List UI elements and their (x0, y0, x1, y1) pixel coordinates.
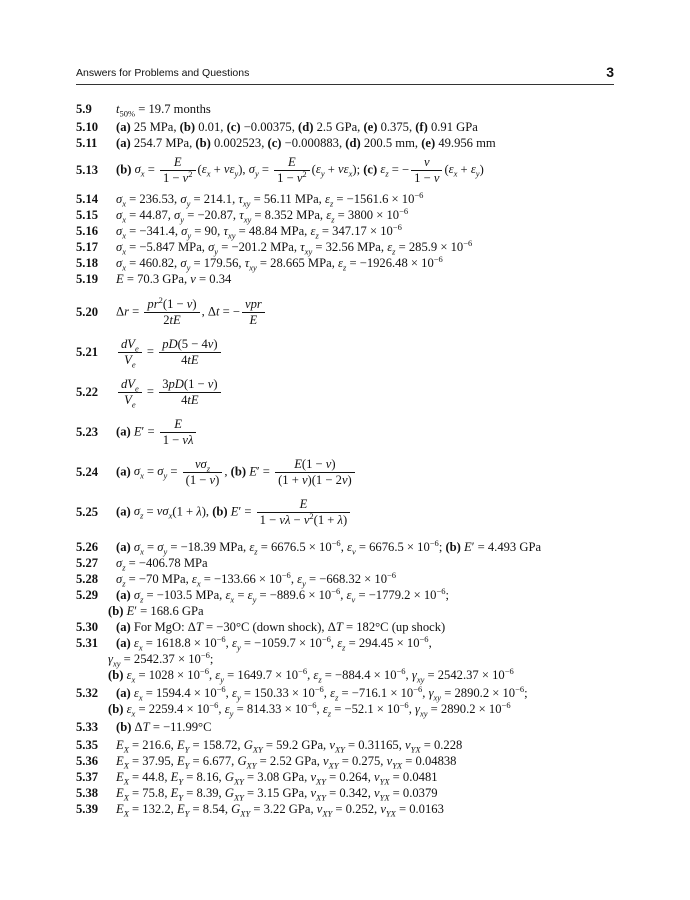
answer-number: 5.37 (76, 770, 99, 784)
answer-5-28 (76, 569, 397, 589)
answer-5-32 (76, 683, 528, 703)
answer-5-11 (76, 136, 496, 150)
answer-5-25 (76, 492, 352, 532)
answer-text: (b) ΔT = −11.99°C (116, 720, 212, 734)
answer-number: 5.30 (76, 620, 99, 634)
answer-text: $t_{50\%} = 19.7$ months (116, 102, 211, 119)
answer-number: 5.9 (76, 102, 92, 116)
answer-text: $E_X = 44.8$, $E_Y = 8.16$, $G_{XY} = 3.08$ GPa, $\nu_{XY} = 0.264$, $\nu_{YX} = 0.0481$ (116, 770, 438, 787)
answer-text: $\frac{dV_e}{V_e}$ = $\frac{3pD(1 - \nu)}{4tE}$ (116, 377, 223, 408)
answer-5-18 (76, 253, 443, 273)
answer-5-37 (76, 770, 438, 787)
running-title: Answers for Problems and Questions (76, 67, 250, 79)
answer-5-31 (76, 633, 432, 653)
answer-5-30 (76, 620, 445, 634)
answer-5-38 (76, 786, 438, 803)
answer-number: 5.36 (76, 754, 99, 768)
answer-text: (a) $\sigma_x = \sigma_y = -18.39$ MPa, $\varepsilon_z = 6676.5 \times 10^{-6}$, $\varepsilon_v = 6676.5 \times 10^{-6}$; (b) E′ = 4.493 GPa (116, 537, 542, 557)
answer-number: 5.23 (76, 424, 99, 439)
answer-text: (a) For MgO: ΔT = −30°C (down shock), ΔT = 182°C (up shock) (116, 620, 446, 634)
answer-5-21 (76, 332, 223, 372)
answer-number: 5.26 (76, 540, 99, 554)
answer-number: 5.13 (76, 162, 99, 177)
answer-number: 5.21 (76, 344, 99, 359)
running-header (76, 64, 614, 84)
answer-number: 5.32 (76, 686, 99, 700)
answer-number: 5.29 (76, 588, 99, 602)
answer-text: (a) $\sigma_z = -103.5$ MPa, $\varepsilon_x = \varepsilon_y = -889.6 \times 10^{-6}$, $\varepsilon_v = -1779.2 \times 10^{-6}$; (116, 585, 449, 605)
answer-number: 5.19 (76, 272, 99, 286)
answer-5-29 (76, 585, 449, 605)
answer-text: $E_X = 37.95$, $E_Y = 6.677$, $G_{XY} = 2.52$ GPa, $\nu_{XY} = 0.275$, $\nu_{YX} = 0.04838$ (116, 754, 457, 771)
answer-5-31-continued-2: (b) $\varepsilon_x = 1028 \times 10^{-6}$, $\varepsilon_y = 1649.7 \times 10^{-6}$, $\varepsilon_z = -884.4 \times 10^{-6}$, $\gamma_{xy} = 2542.37 \times 10^{-6}$ (108, 665, 514, 685)
answer-text: (b) $\sigma_x$ = $\frac{E}{1 - \nu^2}$ $(\varepsilon_x + \nu\varepsilon_y)$, $\sigma_y$ = $\frac{E}{1 - \nu^2}$ $(\varepsilon_y + \nu\varepsilon_x)$; (c) $\varepsilon_z$ = − $\frac{\nu}{1 - \nu}$ $(\varepsilon_x + \varepsilon_y)$ (116, 154, 484, 185)
header-rule (76, 84, 614, 85)
answer-5-14 (76, 189, 424, 209)
answer-5-17 (76, 237, 473, 257)
answer-5-19 (76, 272, 231, 286)
answer-5-29-continued: (b) E′ = 168.6 GPa (108, 604, 204, 618)
answer-text: $\sigma_x = -341.4$, $\sigma_y = 90$, $\tau_{xy} = 48.84$ MPa, $\varepsilon_z = 347.17 \times 10^{-6}$ (116, 221, 402, 241)
answer-number: 5.20 (76, 304, 99, 319)
answer-text: $\sigma_x = 460.82$, $\sigma_y = 179.56$, $\tau_{xy} = 28.665$ MPa, $\varepsilon_z = -1926.48 \times 10^{-6}$ (116, 253, 443, 273)
answer-number: 5.15 (76, 208, 99, 222)
answer-5-13 (76, 150, 484, 190)
answer-5-16 (76, 221, 402, 241)
answer-text: $\sigma_x = 236.53$, $\sigma_y = 214.1$, $\tau_{xy} = 56.11$ MPa, $\varepsilon_z = -1561.6 \times 10^{-6}$ (116, 189, 424, 209)
answer-number: 5.33 (76, 720, 99, 734)
answer-5-27 (76, 556, 208, 573)
answer-5-32-continued: (b) $\varepsilon_x = 2259.4 \times 10^{-6}$, $\varepsilon_y = 814.33 \times 10^{-6}$, $\varepsilon_z = -52.1 \times 10^{-6}$, $\gamma_{xy} = 2890.2 \times 10^{-6}$ (108, 699, 511, 719)
answer-number: 5.24 (76, 464, 99, 479)
answer-number: 5.28 (76, 572, 99, 586)
answer-number: 5.10 (76, 120, 99, 134)
answer-number: 5.14 (76, 192, 99, 206)
answer-number: 5.39 (76, 802, 99, 816)
answer-text: (a) E′ = $\frac{E}{1 - \nu\lambda}$ (116, 417, 198, 448)
answer-text: (a) 254.7 MPa, (b) 0.002523, (c) −0.000883, (d) 200.5 mm, (e) 49.956 mm (116, 136, 496, 150)
answer-text: $\sigma_z = -406.78$ MPa (116, 556, 208, 573)
page-number: 3 (606, 64, 614, 80)
answer-text: (a) $\sigma_z = \nu\sigma_x(1 + \lambda)$, (b) E′ = $\frac{E}{1 - \nu\lambda - \nu^2(1 + \lambda)}$ (116, 497, 352, 528)
answer-number: 5.27 (76, 556, 99, 570)
answer-5-24 (76, 452, 357, 492)
answer-number: 5.16 (76, 224, 99, 238)
answer-text: (a) $\varepsilon_x = 1594.4 \times 10^{-6}$, $\varepsilon_y = 150.33 \times 10^{-6}$, $\varepsilon_z = -716.1 \times 10^{-6}$, $\gamma_{xy} = 2890.2 \times 10^{-6}$; (116, 683, 528, 703)
answer-5-36 (76, 754, 457, 771)
answer-text: $\sigma_x = -5.847$ MPa, $\sigma_y = -201.2$ MPa, $\tau_{xy} = 32.56$ MPa, $\varepsilon_z = 285.9 \times 10^{-6}$ (116, 237, 473, 257)
answer-5-31-continued-1: $\gamma_{xy} = 2542.37 \times 10^{-6}$; (108, 649, 214, 669)
answer-text: (a) $\varepsilon_x = 1618.8 \times 10^{-6}$, $\varepsilon_y = -1059.7 \times 10^{-6}$, $\varepsilon_z = 294.45 \times 10^{-6}$, (116, 633, 432, 653)
answer-text: $\frac{dV_e}{V_e}$ = $\frac{pD(5 - 4\nu)}{4tE}$ (116, 337, 223, 368)
answer-text: $E_X = 132.2$, $E_Y = 8.54$, $G_{XY} = 3.22$ GPa, $\nu_{XY} = 0.252$, $\nu_{YX} = 0.0163$ (116, 802, 444, 819)
answer-5-9 (76, 102, 211, 119)
answer-number: 5.35 (76, 738, 99, 752)
answer-5-26 (76, 537, 542, 557)
answer-text: $E_X = 75.8$, $E_Y = 8.39$, $G_{XY} = 3.15$ GPa, $\nu_{XY} = 0.342$, $\nu_{YX} = 0.0379$ (116, 786, 438, 803)
answer-text: $\sigma_z = -70$ MPa, $\varepsilon_x = -133.66 \times 10^{-6}$, $\varepsilon_y = -668.32 \times 10^{-6}$ (116, 569, 397, 589)
answer-5-15 (76, 205, 409, 225)
answer-number: 5.17 (76, 240, 99, 254)
answer-number: 5.38 (76, 786, 99, 800)
answer-text: (a) 25 MPa, (b) 0.01, (c) −0.00375, (d) 2.5 GPa, (e) 0.375, (f) 0.91 GPa (116, 120, 478, 134)
answer-text: $\sigma_x = 44.87$, $\sigma_y = -20.87$, $\tau_{xy} = 8.352$ MPa, $\varepsilon_z = 3800 \times 10^{-6}$ (116, 205, 409, 225)
answer-5-35 (76, 738, 463, 755)
answer-5-20 (76, 292, 267, 332)
answer-text: (a) $\sigma_x = \sigma_y$ = $\frac{\nu\sigma_z}{(1 - \nu)}$ , (b) E′ = $\frac{E(1 - \nu)}{(1 + \nu)(1 - 2\nu)}$ (116, 457, 357, 488)
answer-text: $E_X = 216.6$, $E_Y = 158.72$, $G_{XY} = 59.2$ GPa, $\nu_{XY} = 0.31165$, $\nu_{YX} = 0.228$ (116, 738, 463, 755)
answer-text: E = 70.3 GPa, ν = 0.34 (116, 272, 232, 286)
answer-5-22 (76, 372, 223, 412)
answer-5-33 (76, 720, 211, 734)
answer-number: 5.31 (76, 636, 99, 650)
answer-text: Δr = $\frac{pr^2(1 - \nu)}{2tE}$ , Δt = − $\frac{\text{νpr}}{E}$ (116, 297, 267, 328)
answer-5-10 (76, 120, 478, 134)
answer-number: 5.25 (76, 504, 99, 519)
answer-number: 5.11 (76, 136, 98, 150)
answer-number: 5.18 (76, 256, 99, 270)
answer-5-39 (76, 802, 444, 819)
answer-5-23 (76, 412, 198, 452)
answer-number: 5.22 (76, 384, 99, 399)
